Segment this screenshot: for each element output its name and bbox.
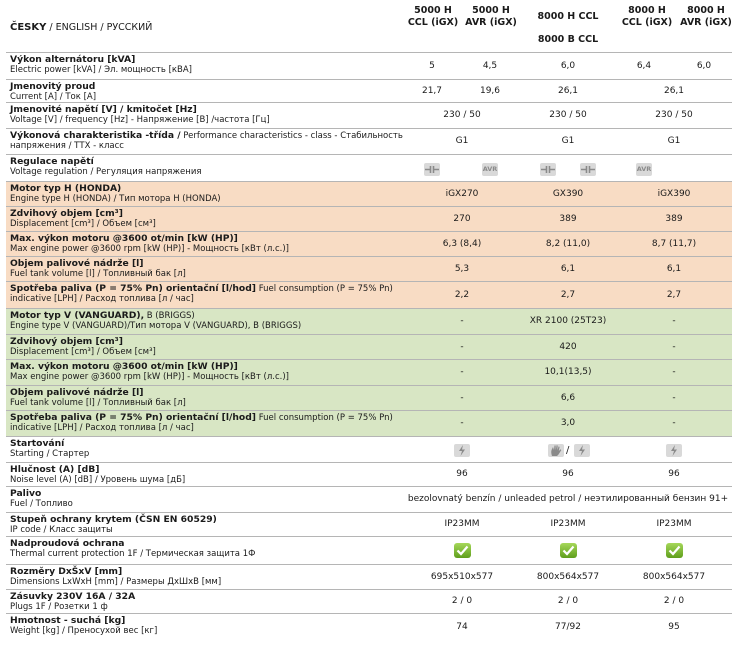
spec-value: IP23MM [550, 519, 586, 529]
spec-row [6, 154, 732, 182]
spec-value: - [672, 316, 676, 326]
spec-label-sub: Displacement [cm³] / Объем [см³] [10, 347, 156, 357]
spec-label-bold: Spotřeba paliva (P = 75% Pn) orientační [l/hod] [10, 283, 257, 294]
spec-row [6, 52, 732, 80]
spec-value: 6,0 [560, 61, 576, 71]
spec-label [10, 413, 420, 433]
spec-row [6, 79, 732, 103]
spec-value: - [460, 393, 464, 403]
spec-value: 3,0 [560, 418, 576, 428]
spec-value: 4,5 [482, 61, 498, 71]
model-name-line2: AVR (iGX) [680, 17, 732, 28]
checkmark-icon [560, 543, 577, 558]
avr-icon: AVR [482, 163, 498, 176]
spec-label-bold: Zásuvky 230V 16A / 32A [10, 591, 136, 602]
spec-label-sub: Current [A] / Ток [A] [10, 92, 97, 102]
spec-value: 230 / 50 [549, 110, 587, 120]
spec-label-bold: Jmenovité napětí [V] / kmitočet [Hz] [10, 104, 197, 115]
spec-label-sub: Engine type H (HONDA) / Тип мотора H (HONDA) [10, 194, 221, 204]
condenser-icon [540, 163, 556, 176]
icon-separator: / [566, 445, 570, 456]
spec-value: 26,1 [557, 86, 579, 96]
spec-label-sub: Noise level (A) [dB] / Уровень шума [дБ] [10, 475, 186, 485]
spec-label-bold: Motor typ V (VANGUARD), [10, 310, 145, 321]
spec-label-sub: IP code / Класс защиты [10, 525, 113, 535]
condenser-icon [424, 163, 440, 176]
spec-row [6, 536, 732, 565]
spec-value: 6,1 [560, 264, 576, 274]
spec-label [10, 157, 420, 177]
spec-value: 77/92 [555, 622, 581, 632]
model-header-5000h-avr [458, 5, 524, 29]
spec-value: 2,2 [454, 290, 470, 300]
spec-label [10, 259, 420, 279]
spec-label [10, 284, 420, 304]
spec-value: 2 / 0 [557, 596, 579, 606]
spec-value: iGX390 [657, 189, 691, 199]
spec-value: G1 [667, 136, 681, 146]
spec-value: 10,1(13,5) [544, 367, 592, 377]
model-name-line1: 5000 H [472, 5, 510, 16]
spec-label [10, 465, 420, 485]
spec-value: - [672, 418, 676, 428]
spec-value: 389 [665, 214, 683, 224]
spec-value: - [460, 367, 464, 377]
spec-label-bold: Zdvihový objem [cm³] [10, 336, 123, 347]
spec-label-bold: Rozměry DxŠxV [mm] [10, 566, 123, 577]
spec-label-sub: Max engine power @3600 rpm [kW (HP)] - Мощность [кВт (л.с.)] [10, 244, 289, 254]
spec-label-bold: Motor typ H (HONDA) [10, 183, 122, 194]
spec-row [6, 486, 732, 513]
spec-value: 2 / 0 [663, 596, 685, 606]
model-name-line1: 8000 H [628, 5, 666, 16]
spec-value: 800x564x577 [642, 572, 706, 582]
spec-row [6, 281, 732, 309]
spec-value: 420 [559, 342, 577, 352]
spec-row [6, 385, 732, 411]
spec-label [10, 388, 420, 408]
electric-start-icon [574, 444, 590, 457]
spec-row [6, 564, 732, 590]
spec-value: 800x564x577 [536, 572, 600, 582]
lang-czech: ČESKY [10, 22, 47, 33]
spec-value: bezolovnatý benzín / unleaded petrol / неэтилированный бензин 91+ [407, 494, 729, 504]
checkmark-icon [666, 543, 683, 558]
spec-value: 96 [456, 469, 468, 479]
spec-label-sub: Dimensions LxWxH [mm] / Размеры ДхШхВ [мм] [10, 577, 222, 587]
spec-row [6, 436, 732, 463]
spec-label-bold: Startování [10, 438, 65, 449]
spec-label-sub: Thermal current protection 1F / Термическая защита 1Ф [10, 549, 256, 559]
spec-label-sub: Starting / Стартер [10, 449, 90, 459]
model-name-line2: 8000 B CCL [537, 34, 599, 45]
spec-value: XR 2100 (25T23) [529, 316, 607, 326]
spec-label-bold: Palivo [10, 488, 42, 499]
spec-label-sub: Fuel tank volume [l] / Топливный бак [л] [10, 398, 186, 408]
spec-value: GX390 [552, 189, 584, 199]
spec-value: - [672, 367, 676, 377]
table-header [0, 0, 738, 50]
spec-value: 2,7 [560, 290, 576, 300]
spec-value: - [460, 418, 464, 428]
spec-label-sub: Displacement [cm³] / Объем [см³] [10, 219, 156, 229]
spec-label-sub: Weight [kg] / Преносухой вес [кг] [10, 626, 158, 636]
spec-row [6, 462, 732, 487]
model-header-8000-ccl [525, 11, 611, 46]
model-name-line1: 5000 H [414, 5, 452, 16]
model-name-line2: AVR (iGX) [465, 17, 517, 28]
spec-label-bold: Objem palivové nádrže [l] [10, 387, 144, 398]
spec-value: IP23MM [444, 519, 480, 529]
electric-start-icon [666, 444, 682, 457]
spec-label-inline: Fuel consumption (P = 75% Pn) [256, 284, 393, 294]
spec-value: 8,2 (11,0) [545, 239, 591, 249]
spec-label [10, 439, 420, 459]
spec-value: 230 / 50 [443, 110, 481, 120]
spec-value: - [460, 316, 464, 326]
spec-value: 5,3 [454, 264, 470, 274]
spec-value: 230 / 50 [655, 110, 693, 120]
model-header-8000h-ccl-igx [614, 5, 680, 29]
spec-row [6, 256, 732, 282]
spec-value: 6,6 [560, 393, 576, 403]
spec-label [10, 234, 420, 254]
spec-value: 695x510x577 [430, 572, 494, 582]
model-header-8000h-avr [673, 5, 738, 29]
lang-others: / ENGLISH / РУССКИЙ [46, 22, 153, 33]
spec-label-sub: Max engine power @3600 rpm [kW (HP)] - Мощность [кВт (л.с.)] [10, 372, 289, 382]
spec-value: G1 [561, 136, 575, 146]
spec-label-bold: Výkon alternátoru [kVA] [10, 54, 136, 65]
spec-row [6, 231, 732, 257]
spec-value: 21,7 [421, 86, 443, 96]
spec-row [6, 181, 732, 207]
manual-start-icon [548, 444, 564, 457]
spec-row [6, 128, 732, 155]
spec-label-sub: indicative [LPH] / Расход топлива [л / час] [10, 423, 194, 433]
spec-label-bold: Hlučnost (A) [dB] [10, 464, 100, 475]
spec-value: 389 [559, 214, 577, 224]
spec-label [10, 489, 420, 509]
spec-label-bold: Výkonová charakteristika -třída / [10, 130, 181, 141]
spec-value: iGX270 [445, 189, 479, 199]
spec-value: 5 [429, 61, 435, 71]
model-name-line1: 8000 H CCL [537, 11, 599, 22]
model-name-line1: 8000 H [687, 5, 725, 16]
spec-value: 6,1 [666, 264, 682, 274]
spec-row [6, 206, 732, 232]
spec-label [10, 362, 420, 382]
spec-label-inline: B (BRIGGS) [144, 311, 195, 321]
model-name-line2: CCL (iGX) [621, 17, 673, 28]
model-header-5000h-ccl [400, 5, 466, 29]
spec-row [6, 308, 732, 335]
language-labels [10, 22, 152, 33]
spec-label-sub: Voltage [V] / frequency [Hz] - Напряжение [В] /частота [Гц] [10, 115, 270, 125]
spec-label-sub: Electric power [kVA] / Эл. мощность [кВА] [10, 65, 192, 75]
spec-label [10, 539, 420, 559]
spec-label-bold: Objem palivové nádrže [l] [10, 258, 144, 269]
spec-value: 74 [456, 622, 468, 632]
spec-row [6, 359, 732, 386]
spec-value: 96 [562, 469, 574, 479]
spec-label-bold: Jmenovitý proud [10, 81, 96, 92]
electric-start-icon [454, 444, 470, 457]
spec-label-bold: Stupeň ochrany krytem (ČSN EN 60529) [10, 514, 217, 525]
spec-value: - [672, 393, 676, 403]
spec-row [6, 613, 732, 641]
spec-label-sub: Fuel tank volume [l] / Топливный бак [л] [10, 269, 186, 279]
spec-label-bold: Spotřeba paliva (P = 75% Pn) orientační [l/hod] [10, 412, 257, 423]
spec-value: 6,0 [696, 61, 712, 71]
spec-label [10, 515, 420, 535]
spec-label [10, 592, 420, 612]
spec-value: 2 / 0 [451, 596, 473, 606]
spec-value: IP23MM [656, 519, 692, 529]
spec-label-bold: Hmotnost - suchá [kg] [10, 615, 126, 626]
spec-label-bold: Max. výkon motoru @3600 ot/min [kW (HP)] [10, 233, 238, 244]
spec-label [10, 131, 420, 151]
spec-label [10, 616, 420, 636]
spec-label-sub: Plugs 1F / Розетки 1 ф [10, 602, 108, 612]
spec-value: 95 [668, 622, 680, 632]
spec-label-sub: напряжения / ТТХ - класс [10, 141, 124, 151]
spec-value: 8,7 (11,7) [651, 239, 697, 249]
spec-label-bold: Nadproudová ochrana [10, 538, 125, 549]
spec-value: 96 [668, 469, 680, 479]
spec-label-bold: Regulace napětí [10, 156, 94, 167]
spec-label-sub: indicative [LPH] / Расход топлива [л / час] [10, 294, 194, 304]
spec-label-bold: Zdvihový objem [cm³] [10, 208, 123, 219]
spec-label [10, 337, 420, 357]
spec-row [6, 334, 732, 360]
spec-row [6, 589, 732, 614]
spec-value: - [672, 342, 676, 352]
spec-value: 19,6 [479, 86, 501, 96]
spec-row [6, 512, 732, 537]
spec-row [6, 102, 732, 129]
spec-label-inline: Performance characteristics - class - Стабильность [180, 131, 403, 141]
spec-label [10, 105, 420, 125]
spec-value: G1 [455, 136, 469, 146]
spec-label [10, 209, 420, 229]
spec-label-sub: Voltage regulation / Регуляция напряжения [10, 167, 202, 177]
avr-icon: AVR [636, 163, 652, 176]
model-name-line2: CCL (iGX) [407, 17, 459, 28]
spec-label [10, 184, 420, 204]
spec-label [10, 567, 420, 587]
spec-label-sub: Fuel / Топливо [10, 499, 73, 509]
spec-label-inline: Fuel consumption (P = 75% Pn) [256, 413, 393, 423]
spec-label-sub: Engine type V (VANGUARD)/Тип мотора V (VANGUARD), B (BRIGGS) [10, 321, 302, 331]
checkmark-icon [454, 543, 471, 558]
spec-row [6, 410, 732, 437]
spec-label [10, 311, 420, 331]
condenser-icon [580, 163, 596, 176]
spec-value: - [460, 342, 464, 352]
spec-value: 270 [453, 214, 471, 224]
spec-label-bold: Max. výkon motoru @3600 ot/min [kW (HP)] [10, 361, 238, 372]
spec-value: 6,4 [636, 61, 652, 71]
spec-value: 26,1 [663, 86, 685, 96]
spec-value: 2,7 [666, 290, 682, 300]
spec-value: 6,3 (8,4) [442, 239, 482, 249]
